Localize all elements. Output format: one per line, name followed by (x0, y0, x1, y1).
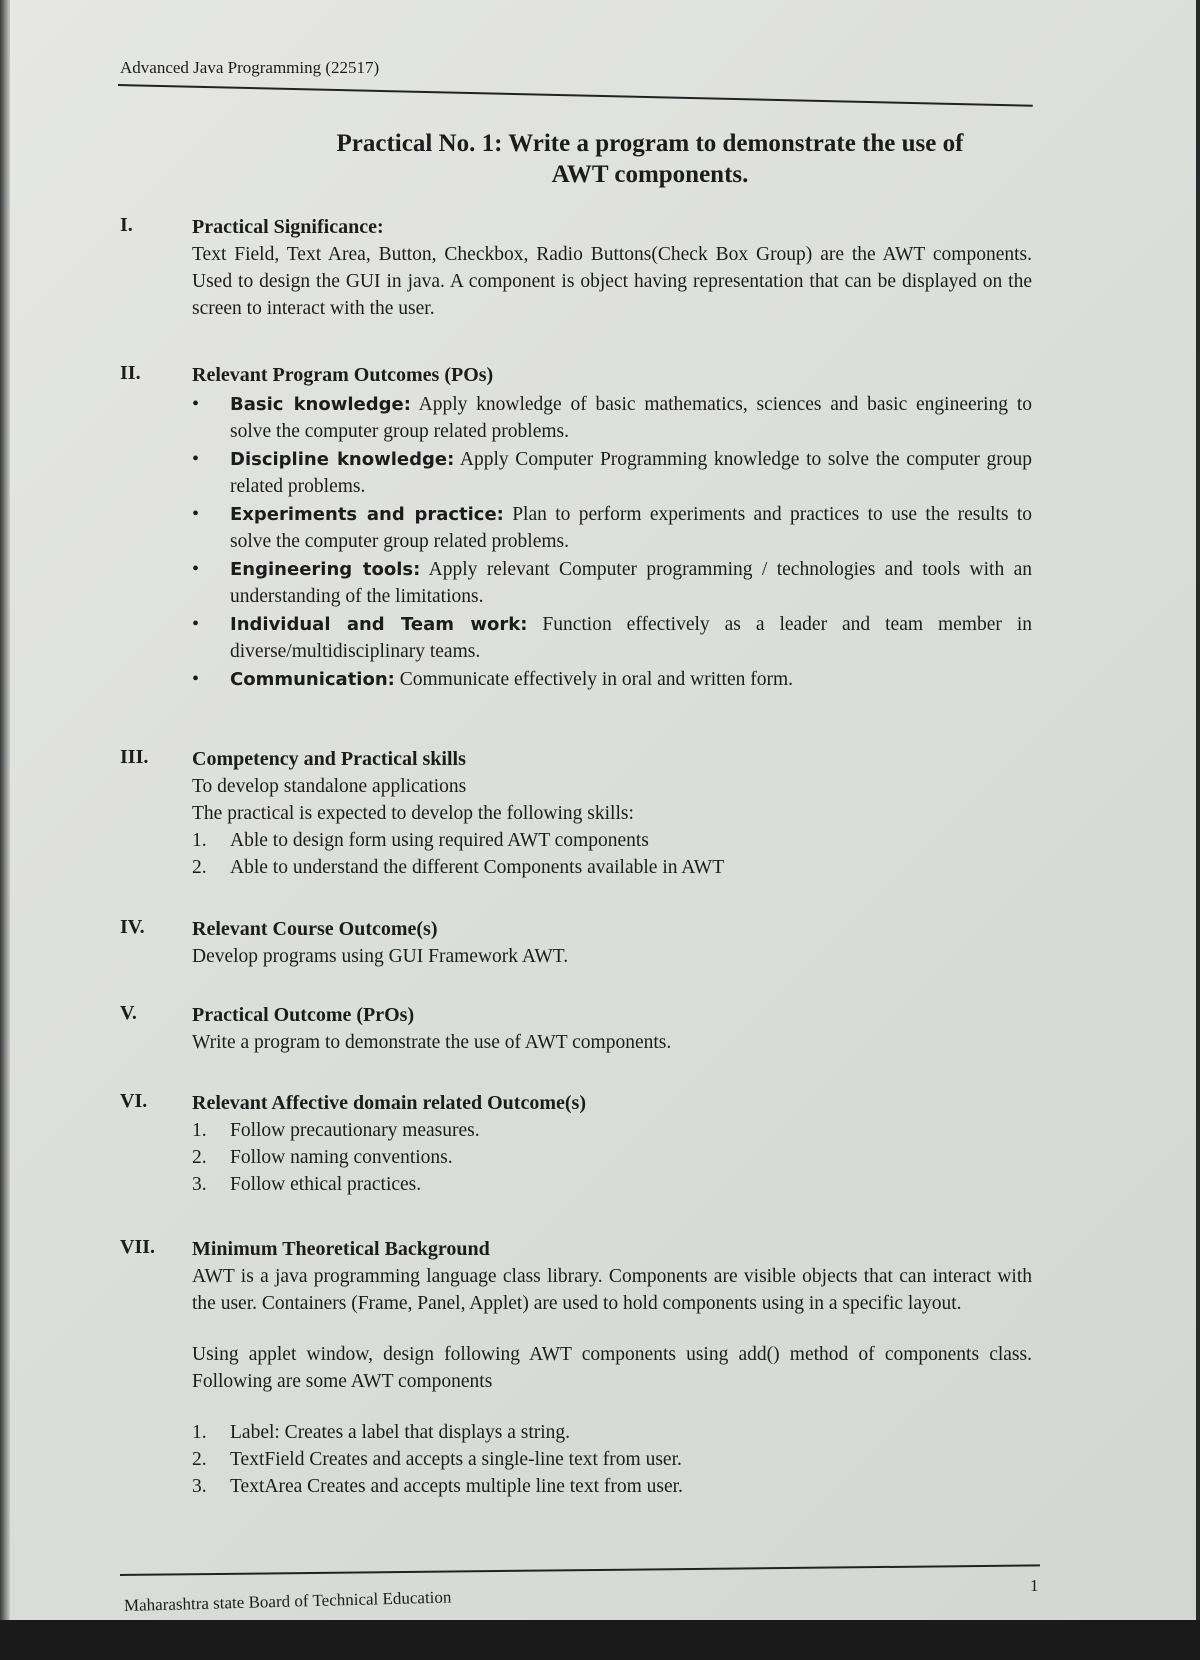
section-number: II. (120, 362, 141, 384)
list-item: 3. Follow ethical practices. (192, 1174, 422, 1195)
section-number: VII. (120, 1236, 156, 1258)
list-item: 1. Able to design form using required AWT components (192, 830, 649, 851)
bullet-icon: • (192, 613, 200, 635)
list-item: 1. Label: Creates a label that displays a string. (192, 1422, 571, 1443)
section-title: Relevant Affective domain related Outcome(s) (192, 1092, 586, 1114)
list-item: 1. Follow precautionary measures. (192, 1120, 480, 1141)
list-item (192, 611, 1032, 665)
section-paragraph: Using applet window, design following AWT components using add() method of components class. Following are some AWT components (192, 1344, 1032, 1392)
section-paragraph: AWT is a java programming language class library. Components are visible objects that can interact with the user. Containers (Frame, Panel, Applet) are used to hold components using in a specific layout. (192, 1266, 1032, 1314)
list-item: 2. TextField Creates and accepts a single-line text from user. (192, 1449, 682, 1470)
footer-rule (120, 1564, 1040, 1576)
outcome-term: Basic knowledge: (230, 394, 411, 415)
bullet-icon: • (192, 668, 200, 690)
section-title: Minimum Theoretical Background (192, 1238, 490, 1260)
outcome-term: Discipline knowledge: (230, 449, 455, 470)
bullet-icon: • (192, 503, 200, 525)
outcome-term: Individual and Team work: (230, 614, 528, 635)
section-line: To develop standalone applications (192, 776, 467, 797)
list-item (192, 501, 1032, 555)
section-title: Relevant Course Outcome(s) (192, 918, 438, 940)
section-text: Text Field, Text Area, Button, Checkbox, Radio Buttons(Check Box Group) are the AWT components. Used to design the GUI in java. A component is object having representation that can be displayed on the screen to interact with the user. (192, 244, 1032, 319)
outcome-text: Function effectively as a leader and team member in diverse/multidisciplinary teams. (230, 614, 1032, 662)
list-item: 2. Able to understand the different Components available in AWT (192, 857, 725, 878)
list-item (192, 391, 1032, 445)
skills-list (192, 827, 1032, 881)
section-number: VI. (120, 1090, 148, 1112)
outcome-text: Apply Computer Programming knowledge to solve the computer group related problems. (230, 449, 1033, 497)
outcome-text: Plan to perform experiments and practices to use the results to solve the computer group related problems. (230, 504, 1032, 552)
title-line-1: Practical No. 1: Write a program to demonstrate the use of (336, 130, 964, 157)
list-item: 3. TextArea Creates and accepts multiple line text from user. (192, 1476, 683, 1497)
bullet-icon: • (192, 448, 200, 470)
outcome-term: Engineering tools: (230, 559, 421, 580)
list-item (192, 446, 1032, 500)
section-number: I. (120, 214, 133, 236)
practical-title (200, 128, 1100, 190)
outcome-text: Apply knowledge of basic mathematics, sciences and basic engineering to solve the computer group related problems. (230, 394, 1032, 442)
title-line-2: AWT components. (551, 161, 749, 188)
list-item: 2. Follow naming conventions. (192, 1147, 453, 1168)
program-outcomes-list (192, 391, 1032, 693)
outcome-text: Communicate effectively in oral and written form. (394, 669, 794, 690)
bullet-icon: • (192, 393, 200, 415)
section-text: Develop programs using GUI Framework AWT. (192, 946, 569, 967)
page-binding-edge (0, 0, 10, 1620)
list-item (192, 666, 1032, 693)
outcome-text: Apply relevant Computer programming / technologies and tools with an understanding of the limitations. (230, 559, 1033, 607)
bullet-icon: • (192, 558, 200, 580)
header-rule (118, 84, 1033, 107)
desk-background (0, 1620, 1200, 1660)
section-title: Competency and Practical skills (192, 748, 466, 770)
section-title: Practical Significance: (192, 216, 384, 238)
list-item (192, 556, 1032, 610)
section-number: III. (120, 746, 149, 768)
page-number: 1 (1030, 1576, 1039, 1595)
section-text: Write a program to demonstrate the use of AWT components. (192, 1032, 672, 1053)
section-line: The practical is expected to develop the following skills: (192, 803, 634, 824)
running-header: Advanced Java Programming (22517) (120, 58, 380, 77)
section-number: IV. (120, 916, 145, 938)
outcome-term: Communication: (230, 669, 395, 690)
section-title: Relevant Program Outcomes (POs) (192, 364, 494, 386)
running-footer: Maharashtra state Board of Technical Education (123, 1587, 452, 1615)
affective-outcomes-list (192, 1117, 1032, 1198)
section-number: V. (120, 1002, 137, 1024)
section-title: Practical Outcome (PrOs) (192, 1004, 415, 1026)
outcome-term: Experiments and practice: (230, 504, 504, 525)
awt-components-list (192, 1419, 1032, 1500)
